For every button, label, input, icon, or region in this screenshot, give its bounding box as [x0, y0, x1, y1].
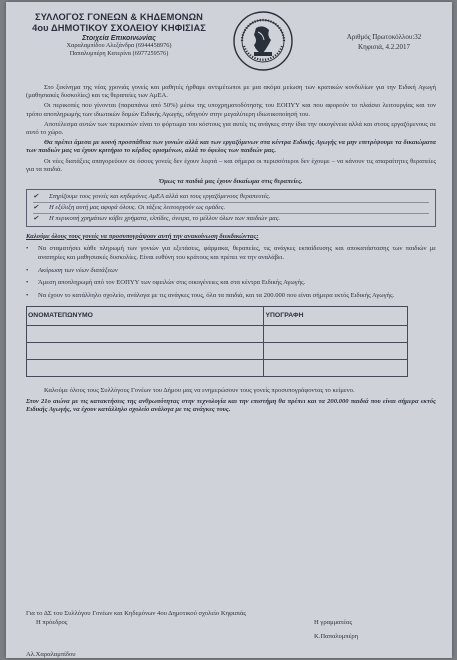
table-row	[27, 326, 408, 343]
bullet-icon: •	[26, 291, 29, 299]
contact-label: Στοιχεία Επικοινωνίας	[82, 35, 156, 42]
place-date: Κηφισιά, 4.2.2017	[358, 43, 410, 51]
paragraph: Οι νέες διατάξεις απαγορεύουν σε όσους γονείς δεν έχουν λεφτά – και σήμερα οι περισσότεροι δεν έχουμε – να κάνουν τις απαραίτητες θεραπείες για τα παιδιά.	[26, 157, 436, 173]
table-row	[27, 343, 408, 360]
list-item: ✔ Η περικοπή χρημάτων κόβει χρήματα, ελπίδες, όνειρα, το μέλλον όλων των παιδιών μας.	[33, 213, 429, 224]
board-line: Για το ΔΣ του Συλλόγου Γονέων και Κηδεμόνων 4ου Δημοτικού σχολείο Κηφισιάς	[26, 610, 247, 617]
table-row	[27, 360, 408, 377]
president-name: Αλ.Χαραλαμπίδου	[26, 651, 76, 658]
demand-item: • Να σταματήσει κάθε πληρωμή των γονιών για εξετάσεις, φάρμακα, θεραπείες, τις ανάγκες εκπαίδευσης και αποκατάστασης των παιδιών με αναπηρίες και μαθησιακές δυσκολίες. Είναι ευθύνη του κράτους και πρέπει να την αναλάβει.	[26, 244, 436, 262]
contact-line: Παπαλυμπέρη Κατερίνα (6977259576)	[69, 50, 169, 57]
name-cell[interactable]	[27, 343, 264, 360]
key-statement: Όμως τα παιδιά μας έχουν δικαίωμα στις θεραπείες.	[159, 178, 303, 186]
demand-item: • Άμεση αποπληρωμή από τον ΕΟΠΥΥ των οφειλών στις οικογένειες και στα κέντρα Ειδικής Αγωγής.	[26, 279, 306, 287]
signature-table	[26, 306, 408, 377]
school-seal-icon	[232, 10, 294, 72]
paragraph: Καλούμε όλους τους Συλλόγους Γονέων του Δήμου μας να ενημερώσουν τους γονείς προσυπογράφοντας το κείμενο.	[44, 387, 355, 395]
paragraph: Οι περικοπές που γίνονται (παραπάνω από 50%) μέσω της υποχρηματοδότησης του ΕΟΠΥΥ και που αφορούν το πλαίσιο λειτουργίας και τον τρόπο αποπληρωμής των ιδιωτικών δομών Ειδικής Αγωγής, οδηγούν στην μεγαλύτερη ιδιωτικοποίησή του.	[26, 102, 436, 118]
name-cell[interactable]	[27, 360, 264, 377]
demand-item: • Να έχουν το κατάλληλο σχολείο, ανάλογα με τις ανάγκες τους, όλα τα παιδιά, και τα 200.000 που είναι σήμερα εκτός Ειδικής Αγωγής.	[26, 291, 395, 299]
bullet-icon: •	[26, 266, 29, 274]
paragraph: Στο ξεκίνημα της νέας χρονιάς γονείς και μαθητές ήρθαμε αντιμέτωποι με μια ακόμα μείωση των κρατικών κονδυλίων για την Ειδική Αγωγή (μαθησιακές δυσκολίες) και τις θεραπείες των ΑμΕΑ.	[26, 84, 436, 100]
secretary-role: Η γραμματέας	[314, 619, 353, 626]
check-bullet-icon: ✔	[33, 204, 39, 212]
bullet-icon: •	[26, 244, 29, 252]
protocol-number: Αριθμός Πρωτοκόλλου:32	[346, 33, 422, 41]
check-bullet-icon: ✔	[33, 193, 39, 201]
president-role: Η πρόεδρος	[36, 619, 68, 626]
emphasis-paragraph: Θα πρέπει άμεσα με κοινή προσπάθεια των γονιών αλλά και των εργαζόμενων στα κέντρα Ειδικής Αγωγής να μην επιτρέψουμε τα δικαιώματα των παιδιών μας να έχουν κριτήριο το κέρδος ορισμένων, αλλά το όφελος των παιδιών μας.	[26, 139, 436, 155]
secretary-name: Κ.Παπαλυμπέρη	[314, 633, 359, 640]
column-header-signature: ΥΠΟΓΡΑΦΗ	[264, 307, 408, 326]
emphasis-paragraph: Στον 21ο αιώνα με τις κατακτήσεις της ανθρωπότητας στην τεχνολογία και την επιστήμη θα πρέπει και τα 200.000 παιδιά που είναι σήμερα εκτός Ειδικής Αγωγής, να έχουν κατάλληλο σχολείο ανάλογα με τις ανάγκες τους.	[26, 397, 436, 413]
letter-body	[26, 84, 436, 416]
association-name: ΣΥΛΛΟΓΟΣ ΓΟΝΕΩΝ & ΚΗΔΕΜΟΝΩΝ	[35, 12, 203, 22]
list-item: ✔ Στηρίζουμε τους γονείς και κηδεμόνες ΑμΕΑ αλλά και τους εργαζόμενους θεραπευτές.	[33, 193, 271, 201]
name-cell[interactable]	[27, 326, 264, 343]
signature-cell[interactable]	[264, 326, 408, 343]
letterhead	[24, 12, 214, 58]
document-meta	[324, 32, 444, 52]
appeal-heading: Καλούμε όλους τους γονείς να προσυπογράψουν αυτή την ανακοίνωση διεκδικώντας:	[26, 232, 259, 240]
contact-line: Χαραλαμπίδου Αλεξάνδρα (6944458976)	[66, 42, 172, 49]
document-page	[6, 2, 452, 658]
signature-cell[interactable]	[264, 360, 408, 377]
support-box	[26, 189, 436, 226]
list-item: ✔ Η εξέλιξη αυτή μας αφορά όλους. Οι τάξεις λειτουργούν ως ομάδες.	[33, 202, 429, 213]
paragraph: Αποτέλεσμα αυτών των περικοπών είναι το φόρτωμα του κόστους για αυτές τις ανάγκες στην ίδια την οικογένεια αλλά και στους εργαζόμενους σε αυτό το χώρο.	[26, 120, 436, 137]
signature-cell[interactable]	[264, 343, 408, 360]
column-header-name: ΟΝΟΜΑΤΕΠΩΝΥΜΟ	[27, 307, 264, 326]
demand-item: • Ακύρωση των νέων διατάξεων	[26, 266, 118, 274]
bullet-icon: •	[26, 279, 29, 287]
check-bullet-icon: ✔	[33, 214, 39, 222]
signature-block	[26, 609, 436, 658]
school-name: 4ου ΔΗΜΟΤΙΚΟΥ ΣΧΟΛΕΙΟΥ ΚΗΦΙΣΙΑΣ	[32, 22, 206, 33]
